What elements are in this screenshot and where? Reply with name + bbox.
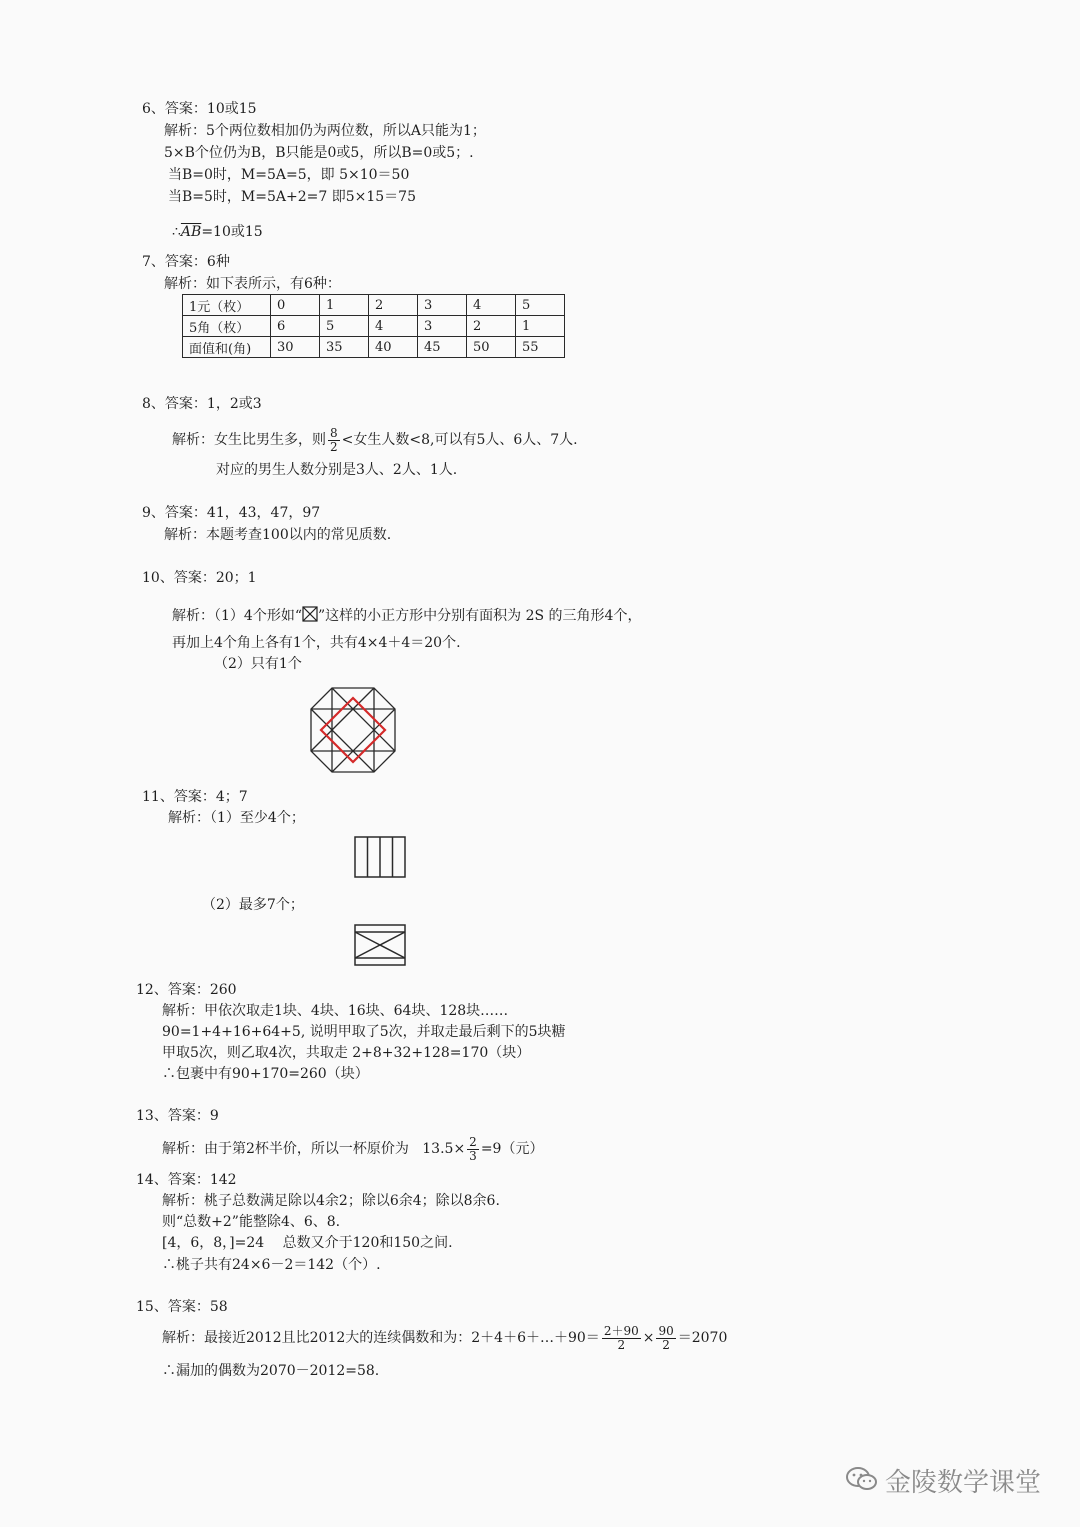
table-cell: 55 (516, 337, 565, 358)
q8-line1-text: 解析：女生比男生多，则 (172, 432, 326, 448)
q11-answer: 11、答案：4；7 (142, 789, 248, 805)
table-row (183, 337, 565, 358)
wechat-icon (845, 1466, 879, 1492)
q15-sum: 2＋4＋6＋…＋90＝ (471, 1330, 600, 1346)
q9-line1: 解析：本题考查100以内的常见质数. (164, 527, 392, 543)
q8-line1 (172, 425, 578, 455)
q15-line1-text: 解析：最接近2012且比2012大的连续偶数和为： (162, 1330, 472, 1346)
table-cell: 4 (467, 295, 516, 316)
seven-parts-figure (354, 924, 406, 966)
table-cell: 40 (369, 337, 418, 358)
fraction-numerator: 2 (469, 1134, 477, 1149)
q8-line2: 对应的男生人数分别是3人、2人、1人. (216, 462, 458, 478)
q15-result: ＝2070 (677, 1330, 728, 1346)
fraction (467, 1136, 479, 1163)
table-cell: 1 (516, 316, 565, 337)
octagon-figure (311, 688, 395, 772)
q12-line2: 90=1+4+16+64+5, 说明甲取了5次，并取走最后剩下的5块糖 (162, 1024, 566, 1040)
q14-line2: 则“总数+2”能整除4、6、8. (162, 1214, 341, 1230)
fraction (602, 1325, 641, 1352)
q13-answer: 13、答案：9 (136, 1108, 219, 1124)
table-cell: 50 (467, 337, 516, 358)
q6-answer: 6、答案：10或15 (142, 101, 257, 117)
four-rectangles-figure (354, 836, 406, 878)
fraction-denominator: 2 (662, 1337, 670, 1352)
q11-line2: （2）最多7个； (202, 897, 304, 913)
q11-line1: 解析：（1）至少4个； (168, 810, 305, 826)
q10-line1 (172, 606, 641, 625)
q10-line3: （2）只有1个 (214, 656, 302, 672)
fraction (328, 427, 340, 454)
q13-line1 (162, 1134, 543, 1164)
table-cell: 2 (467, 316, 516, 337)
q6-line3: 当B=0时，M=5A=5，即 5×10＝50 (168, 167, 410, 183)
table-cell: 35 (320, 337, 369, 358)
table-cell: 2 (369, 295, 418, 316)
table-cell: 30 (271, 337, 320, 358)
q13-expr: 13.5× (422, 1141, 466, 1157)
q15-answer: 15、答案：58 (136, 1299, 228, 1315)
table-cell: 5 (516, 295, 565, 316)
q6-result: =10或15 (201, 224, 263, 240)
q10-line1-rest: ”这样的小正方形中分别有面积为 2S 的三角形4个， (317, 608, 642, 624)
fraction-denominator: 2 (617, 1337, 626, 1352)
boxed-x-icon (302, 606, 318, 622)
coin-table (182, 294, 565, 358)
table-cell: 3 (418, 295, 467, 316)
q12-line1: 解析：甲依次取走1块、4块、16块、64块、128块…… (162, 1003, 509, 1019)
table-row (183, 295, 565, 316)
q10-answer: 10、答案：20；1 (142, 570, 257, 586)
q10-line1-text: 解析：（1）4个形如“ (172, 608, 302, 624)
table-cell: 6 (271, 316, 320, 337)
q14-answer: 14、答案：142 (136, 1172, 237, 1188)
times-symbol: × (642, 1330, 655, 1346)
fraction-numerator: 90 (658, 1323, 674, 1338)
q6-conclusion (172, 223, 263, 241)
fraction-denominator: 2 (330, 439, 338, 454)
q13-line1-text: 解析：由于第2杯半价，所以一杯原价为 (162, 1141, 409, 1157)
q14-line4: ∴桃子共有24×6－2＝142（个）. (162, 1257, 381, 1273)
table-header-cell: 5角（枚） (183, 316, 271, 337)
q7-line1: 解析：如下表所示，有6种： (164, 276, 341, 292)
q12-line3: 甲取5次，则乙取4次，共取走 2+8+32+128=170（块） (162, 1045, 531, 1061)
table-cell: 0 (271, 295, 320, 316)
watermark-text: 金陵数学课堂 (885, 1468, 1042, 1498)
table-row (183, 316, 565, 337)
therefore-symbol: ∴ (172, 224, 181, 240)
q6-line1: 解析：5个两位数相加仍为两位数，所以A只能为1； (164, 123, 486, 139)
q6-line2: 5×B个位仍为B，B只能是0或5，所以B=0或5；. (164, 145, 474, 161)
q14-line3: [4，6，8，]=24 总数又介于120和150之间. (162, 1235, 453, 1251)
q13-result: =9（元） (480, 1141, 544, 1157)
q15-line1 (162, 1322, 727, 1354)
overline-ab: $\overline{AB}$ (180, 224, 202, 240)
fraction-numerator: 8 (330, 425, 338, 440)
table-cell: 5 (320, 316, 369, 337)
table-header-cell: 1元（枚） (183, 295, 271, 316)
q7-answer: 7、答案：6种 (142, 254, 230, 270)
q8-answer: 8、答案：1，2或3 (142, 396, 262, 412)
table-cell: 3 (418, 316, 467, 337)
q6-line4: 当B=5时，M=5A+2=7 即5×15＝75 (168, 189, 417, 205)
table-cell: 45 (418, 337, 467, 358)
q14-line1: 解析：桃子总数满足除以4余2；除以6余4；除以8余6. (162, 1193, 500, 1209)
q9-answer: 9、答案：41，43，47，97 (142, 505, 321, 521)
q12-line4: ∴包裹中有90+170=260（块） (162, 1066, 369, 1082)
q8-line1-rest: <女生人数<8,可以有5人、6人、7人. (341, 432, 578, 448)
fraction (656, 1325, 675, 1352)
fraction-numerator: 2＋90 (603, 1323, 639, 1338)
q15-line2: ∴漏加的偶数为2070－2012=58. (162, 1363, 380, 1379)
table-cell: 4 (369, 316, 418, 337)
q12-answer: 12、答案：260 (136, 982, 237, 998)
table-cell: 1 (320, 295, 369, 316)
fraction-denominator: 3 (469, 1148, 477, 1163)
table-header-cell: 面值和(角) (183, 337, 271, 358)
q10-line2: 再加上4个角上各有1个，共有4×4＋4＝20个. (172, 635, 461, 651)
